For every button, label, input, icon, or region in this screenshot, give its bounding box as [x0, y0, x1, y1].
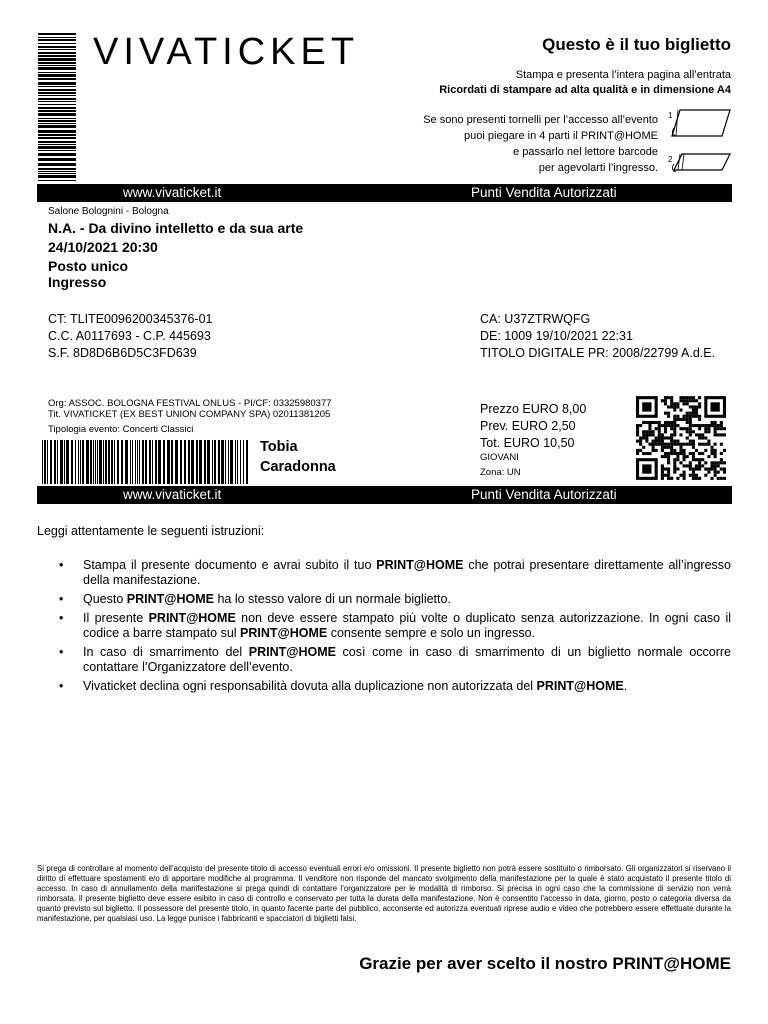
event-category: Tipologia evento: Concerti Classici	[48, 424, 194, 435]
top-info-bar	[37, 184, 732, 202]
turnstile-line-2: puoi piegare in 4 parti il PRINT@HOME	[464, 130, 658, 142]
turnstile-line-4: per agevolarti l’ingresso.	[538, 162, 658, 174]
print-quality-note: Ricordati di stampare ad alta qualità e in dimensione A4	[439, 84, 731, 96]
sf-code: S.F. 8D8D6B6D5C3FD639	[48, 346, 197, 360]
ticket-barcode	[42, 440, 248, 484]
legal-disclaimer: Si prega di controllare al momento dell’acquisto del presente titolo di accesso eventuali errori e/o omissioni. Il presente biglietto non potrà essere sostituito o rimborsato. Gli organizzatori si riservano il diritto di effettuare spostamenti e/o di apportare modifiche al programma. Il venditore non risponde del mancato svolgimento della manifestazione per la quale è stato acquistato il presente titolo di accesso. In caso di annullamento della manifestazione si prega quindi di contattare l’organizzatore per le modalità di rimborso. Si precisa in ogni caso che la commissione di servizio non verrà rimborsata. Il presente biglietto deve essere esibito in caso di controllo e conservato per tutta la durata della manifestazione. Non è consentito l’accesso in data, giorno, posto o categoria diversa da quanto previsto sul biglietto. Il possessore del presente titolo, in quanto facente parte del pubblico, acconsente ed autorizza eventuali riprese audio e video che potrebbero essere effettuate durante la manifestazione, per qualsiasi uso. La legge punisce i fabbricanti e spacciatori di biglietti falsi.	[37, 864, 731, 924]
bullet-icon: •	[59, 679, 64, 693]
qr-code	[636, 396, 726, 480]
ticket-category: GIOVANI	[480, 452, 519, 463]
bullet-icon: •	[59, 558, 64, 572]
instructions-intro: Leggi attentamente le seguenti istruzioni:	[37, 524, 265, 538]
instructions-list	[59, 558, 732, 698]
ticket-issuer-line: Tit. VIVATICKET (EX BEST UNION COMPANY SPA) 02011381205	[48, 409, 331, 420]
website-link[interactable]: www.vivaticket.it	[123, 185, 222, 200]
bullet-icon: •	[59, 611, 64, 625]
instruction-item: • Questo PRINT@HOME ha lo stesso valore di un normale biglietto.	[59, 592, 451, 606]
presale-fee: Prev. EURO 2,50	[480, 419, 576, 433]
total-price: Tot. EURO 10,50	[480, 436, 575, 450]
thank-you-footer: Grazie per aver scelto il nostro PRINT@HOME	[359, 954, 731, 973]
digital-title-code: TITOLO DIGITALE PR: 2008/22799 A.d.E.	[480, 346, 716, 360]
zone: Zona: UN	[480, 467, 521, 478]
holder-last-name: Caradonna	[260, 459, 336, 475]
venue: Salone Bolognini - Bologna	[48, 206, 169, 217]
de-code: DE: 1009 19/10/2021 22:31	[480, 329, 633, 343]
ticket-title: Questo è il tuo biglietto	[542, 35, 731, 54]
bullet-icon: •	[59, 592, 64, 606]
turnstile-line-1: Se sono presenti tornelli per l’accesso all’evento	[423, 114, 658, 126]
bottom-info-bar	[37, 486, 732, 504]
vertical-barcode	[38, 33, 76, 183]
instruction-item: • Vivaticket declina ogni responsabilità dovuta alla duplicazione non autorizzata del PRINT@HOME.	[59, 679, 628, 693]
event-title: N.A. - Da divino intelletto e da sua arte	[48, 220, 304, 236]
authorized-sales-label: Punti Vendita Autorizzati	[471, 185, 617, 200]
vivaticket-logo: VIVATICKET	[93, 31, 360, 73]
print-instruction: Stampa e presenta l’intera pagina all’entrata	[515, 69, 731, 81]
authorized-sales-label-2: Punti Vendita Autorizzati	[471, 487, 617, 502]
event-datetime: 24/10/2021 20:30	[48, 239, 158, 255]
instruction-item: • In caso di smarrimento del PRINT@HOME così come in caso di smarrimento di un biglietto normale occorre contattare l’Organizzatore dell’evento.	[59, 645, 732, 674]
fold-step-1-icon	[668, 106, 732, 142]
organizer-line: Org: ASSOC. BOLOGNA FESTIVAL ONLUS - PI/CF: 03325980377	[48, 398, 332, 409]
website-link-2[interactable]: www.vivaticket.it	[123, 487, 222, 502]
instruction-item: • Stampa il presente documento e avrai subito il tuo PRINT@HOME che potrai presentare direttamente all’ingresso della manifestazione.	[59, 558, 731, 587]
fold-step-2-number: 2	[668, 155, 673, 164]
bullet-icon: •	[59, 645, 64, 659]
seat-type: Posto unico	[48, 258, 129, 274]
turnstile-line-3: e passarlo nel lettore barcode	[513, 146, 658, 158]
instruction-item: • Il presente PRINT@HOME non deve essere stampato più volte o duplicato senza autorizzazione. In ogni caso il codice a barre stampato sul PRINT@HOME consente sempre e solo un ingresso.	[59, 611, 732, 640]
price: Prezzo EURO 8,00	[480, 402, 587, 416]
cc-code: C.C. A0117693 - C.P. 445693	[48, 329, 211, 343]
ct-code: CT: TLITE0096200345376-01	[48, 312, 213, 326]
fold-step-1-number: 1	[668, 111, 673, 120]
entry-type: Ingresso	[48, 274, 107, 290]
fold-step-2-icon	[668, 150, 732, 186]
ca-code: CA: U37ZTRWQFG	[480, 312, 591, 326]
holder-first-name: Tobia	[260, 439, 298, 455]
